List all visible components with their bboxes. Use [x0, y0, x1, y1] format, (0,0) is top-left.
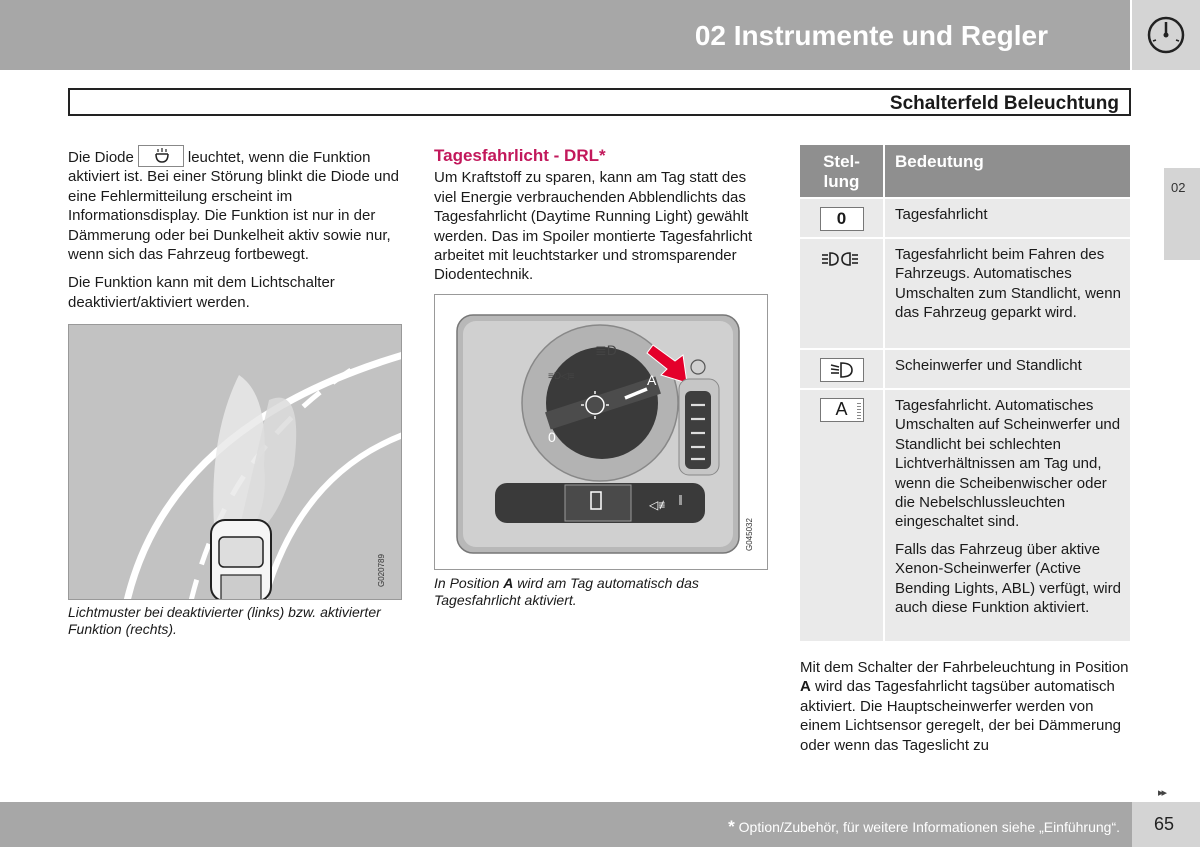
auto-light-icon: [820, 398, 864, 422]
footer-bar: [0, 802, 1132, 847]
footnote-text: Option/Zubehör, für weitere Informationen siehe „Einführung“.: [734, 819, 1120, 835]
diode-paragraph: [68, 148, 403, 264]
footnote-star: *: [728, 817, 735, 836]
page-number: 65: [1154, 814, 1175, 834]
caption-middle-post: wird am Tag automatisch das Tagesfahrlicht aktiviert.: [434, 575, 699, 608]
position-cell: [800, 390, 885, 641]
position-cell: [800, 350, 885, 388]
position-lights-icon: [820, 247, 864, 271]
table-row: [800, 197, 1130, 237]
meaning-cell: Tagesfahrlicht: [895, 206, 988, 223]
position-a-pre: Mit dem Schalter der Fahrbeleuchtung in Position: [800, 659, 1129, 676]
position-a-bold: A: [800, 678, 811, 696]
drl-body: Um Kraftstoff zu sparen, kann am Tag statt des viel Energie verbrauchenden Abblendlichts das Tagesfahrlicht (Daytime Running Light) gewählt werden. Das im Spoiler montierte Tagesfahrlicht arbeitet mit leuchtstarker und stromsparender Diodentechnik.: [434, 169, 753, 284]
table-row: [800, 348, 1130, 388]
knob-label-0: 0: [548, 429, 556, 445]
meaning-cell: [885, 390, 1130, 641]
position-cell: [800, 199, 885, 237]
column-left: [68, 148, 403, 321]
light-pattern-figure: [68, 324, 402, 600]
table-row: [800, 388, 1130, 641]
light-positions-table: [800, 145, 1130, 641]
table-row: [800, 237, 1130, 348]
svg-text:≡D◁≡: ≡D◁≡: [548, 371, 575, 382]
deactivate-paragraph: Die Funktion kann mit dem Lichtschalter deaktiviert/aktiviert werden.: [68, 274, 335, 311]
figure-caption-middle: [434, 575, 774, 608]
meaning-auto-text: Tagesfahrlicht. Automatisches Umschalten auf Scheinwerfer und Standlicht bei schlechten Lichtverhältnissen am Tag und, wenn die Scheibenwischer oder die Nebelschlussleuchten eingeschaltet sind.: [895, 397, 1121, 531]
figure-code-middle: G045032: [745, 518, 754, 551]
caption-middle-pre: In Position: [434, 575, 504, 591]
svg-text:≣D: ≣D: [595, 342, 617, 358]
low-beam-icon: [820, 358, 864, 382]
section-title-box: [68, 88, 1131, 116]
column-middle: [434, 146, 770, 285]
table-header: [800, 145, 1130, 197]
zero-position-icon: 0: [820, 207, 864, 231]
position-cell: [800, 239, 885, 348]
meaning-cell: Scheinwerfer und Standlicht: [895, 357, 1082, 374]
meaning-cell: Tagesfahrlicht beim Fahren des Fahrzeugs. Automatisches Umschalten zum Standlicht, wenn das Fahrzeug geparkt wird.: [895, 246, 1121, 322]
header-meaning: Bedeutung: [895, 152, 984, 171]
speedometer-icon: [1146, 15, 1186, 55]
chapter-title: 02 Instrumente und Regler: [694, 20, 1048, 51]
knob-label-a: A: [647, 372, 657, 388]
meaning-abl-text: Falls das Fahrzeug über aktive Xenon-Scheinwerfer (Active Bending Lights, ABL) verfügt, wird auch diese Funktion aktiviert.: [895, 540, 1121, 617]
page-number-box: [1132, 802, 1200, 847]
light-switch-figure: [434, 294, 768, 570]
position-a-paragraph: [800, 658, 1136, 755]
diode-icon: [138, 145, 184, 167]
caption-middle-bold: A: [503, 575, 514, 591]
svg-text:◁≢: ◁≢: [649, 498, 671, 512]
chapter-icon-box: [1132, 0, 1200, 70]
footnote: [728, 817, 1120, 837]
side-tab-label: 02: [1171, 180, 1186, 195]
figure-code-left: G020789: [377, 554, 386, 587]
auto-light-symbol: A: [835, 399, 848, 420]
figure-caption-left: Lichtmuster bei deaktivierter (links) bzw. aktivierter Funktion (rechts).: [68, 604, 381, 637]
header-position-label: Stel-lung: [823, 152, 860, 191]
continue-arrow-icon: ▸▸: [1158, 787, 1166, 799]
diode-text-after: leuchtet, wenn die Funktion aktiviert ist. Bei einer Störung blinkt die Diode und eine Fehlermitteilung erscheint im Informationsdisplay. Die Funktion ist nur in der Dämmerung oder bei Dunkelheit aktiv sowie nur, wenn sich das Fahrzeug fortbewegt.: [68, 149, 400, 264]
section-title: Schalterfeld Beleuchtung: [889, 93, 1119, 114]
header-bar: [0, 0, 1130, 70]
chapter-side-tab[interactable]: [1164, 168, 1200, 260]
drl-heading: Tagesfahrlicht - DRL*: [434, 146, 606, 165]
header-position: [800, 145, 885, 197]
diode-text-before: Die Diode: [68, 149, 134, 166]
position-a-post: wird das Tagesfahrlicht tagsüber automatisch aktiviert. Die Hauptscheinwerfer werden von einem Lichtsensor geregelt, der bei Dämmerung oder wenn das Tageslicht zu: [800, 678, 1121, 754]
